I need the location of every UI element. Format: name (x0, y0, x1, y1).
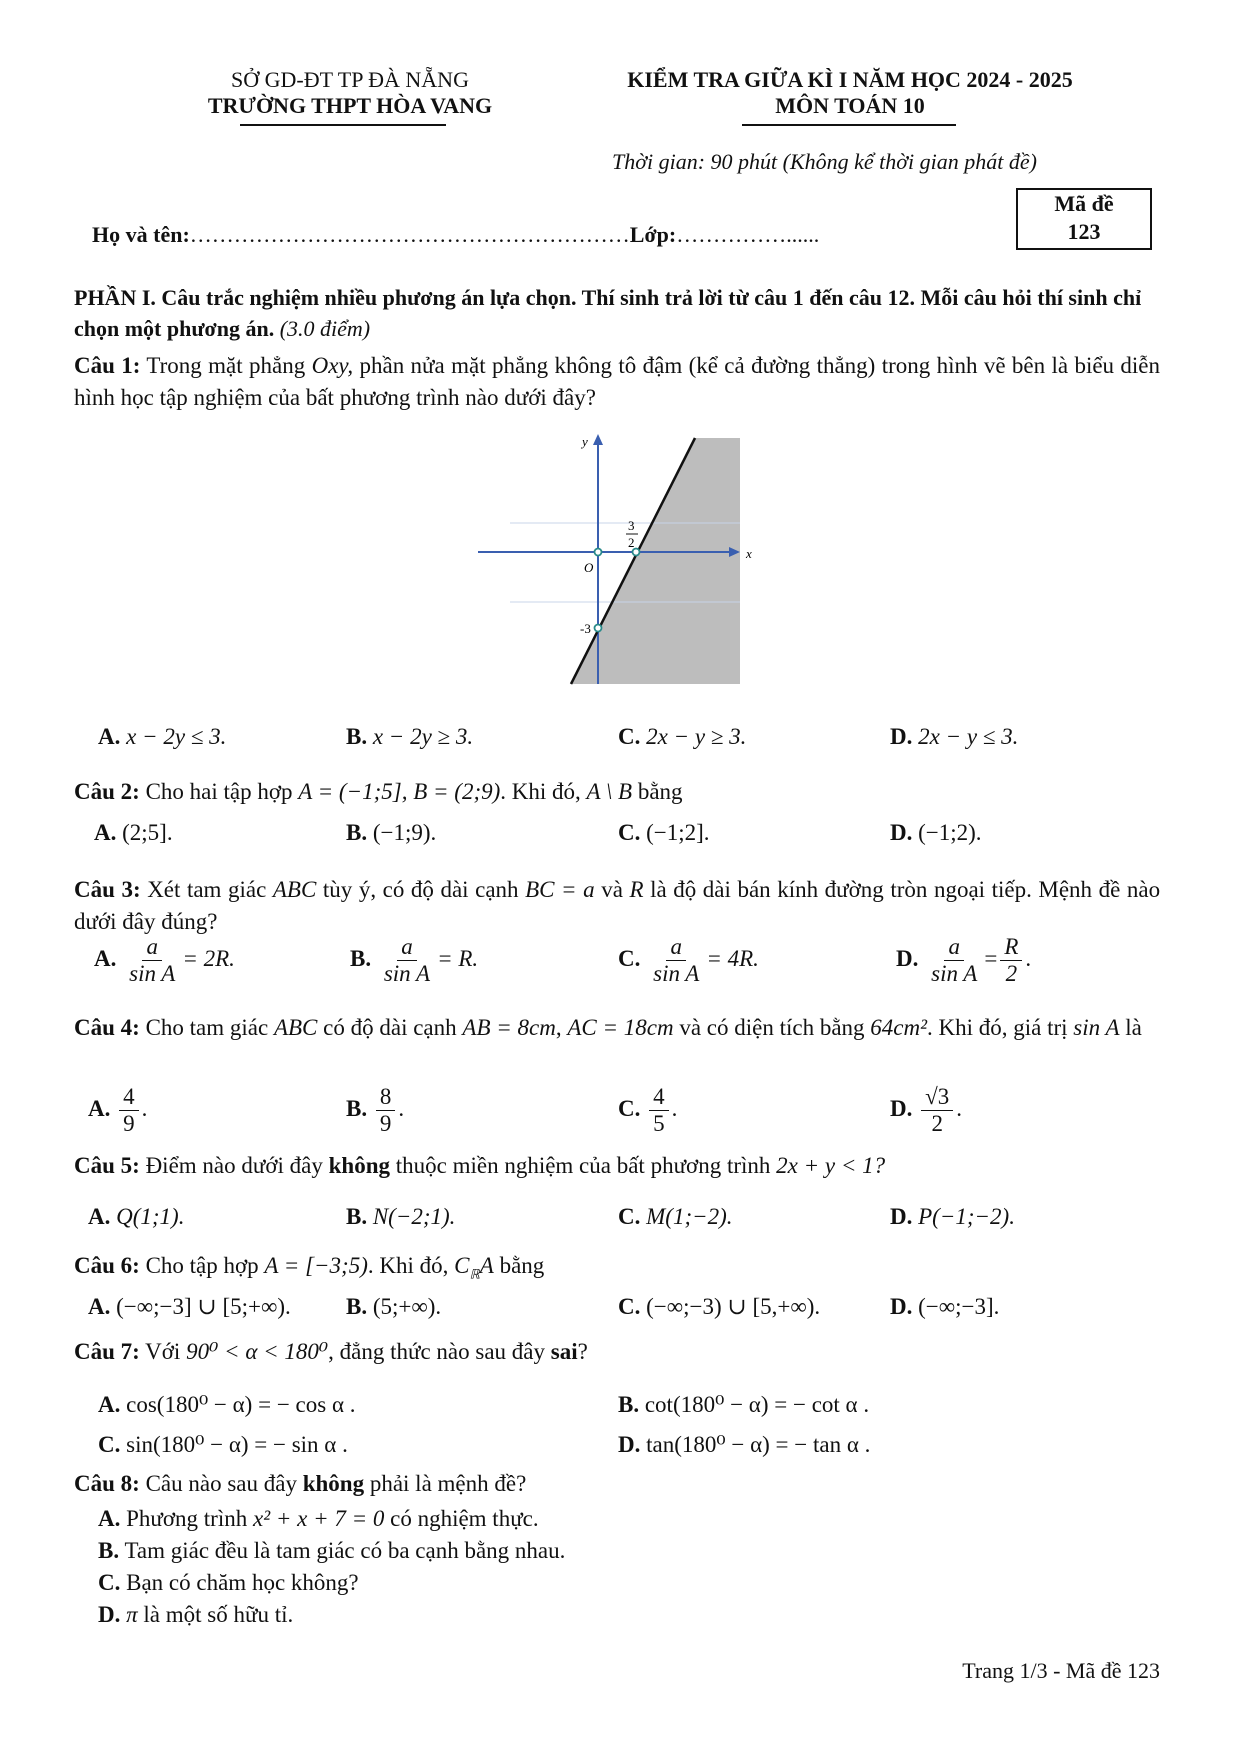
option-label: D. (890, 1204, 913, 1229)
q6-label: Câu 6: (74, 1253, 140, 1278)
y-intercept-label: -3 (580, 621, 591, 636)
q1-label: Câu 1: (74, 353, 141, 378)
q8-text-a: Câu nào sau đây (145, 1471, 297, 1496)
option-label: B. (346, 724, 368, 749)
option-label: A. (94, 820, 117, 845)
origin-point (595, 549, 602, 556)
q3-math-r: R (629, 877, 644, 902)
q6-complement-a: A (479, 1253, 494, 1278)
q7-option-c[interactable] (98, 1428, 348, 1462)
q3-option-b[interactable] (350, 934, 478, 987)
q5-text-a: Điểm nào dưới đây (145, 1153, 323, 1178)
option-label: C. (618, 820, 641, 845)
fraction-numerator: 4 (119, 1084, 139, 1111)
option-label: C. (98, 1570, 121, 1595)
q8-option-d-math: π (126, 1602, 138, 1627)
q3-d-fraction (927, 934, 981, 987)
q3-math-bc: BC = a (525, 877, 595, 902)
q2-option-b[interactable] (346, 816, 436, 850)
q6-complement (454, 1253, 494, 1282)
q3-text-b: tùy ý, có độ dài cạnh (322, 877, 519, 902)
option-label: D. (890, 820, 913, 845)
q4-math-s: 64cm² (870, 1015, 927, 1040)
q7-label: Câu 7: (74, 1339, 140, 1364)
exam-code-box (1016, 188, 1152, 250)
q5-text-b: thuộc miền nghiệm của bất phương trình (395, 1153, 771, 1178)
q4-b-dot: . (398, 1095, 405, 1121)
q2-option-a-text: (2;5]. (122, 820, 173, 845)
fraction-numerator: a (142, 934, 162, 961)
q3-label: Câu 3: (74, 877, 141, 902)
question-8 (74, 1468, 526, 1500)
q4-text-d: . Khi đó, giá trị (927, 1015, 1068, 1040)
x-axis-label: x (746, 546, 752, 561)
q1-option-b-text: x − 2y ≥ 3. (372, 724, 474, 749)
q3-option-d[interactable] (896, 934, 1031, 987)
q1-option-d-text: 2x − y ≤ 3. (918, 724, 1019, 749)
q8-bold: không (302, 1471, 365, 1496)
q4-c-dot: . (671, 1095, 678, 1121)
q7-option-d-text: tan(180⁰ − α) = − tan α . (646, 1432, 871, 1457)
q7-option-b-text: cot(180⁰ − α) = − cot α . (644, 1392, 870, 1417)
q7-text-a: Với (145, 1339, 181, 1364)
name-field[interactable]: …………………………………………………… (189, 222, 630, 247)
q5-option-b-text: N(−2;1). (372, 1204, 456, 1229)
q2-text-b: . Khi đó, (500, 779, 581, 804)
q6-option-a[interactable] (88, 1290, 291, 1324)
q8-option-a-text-b: có nghiệm thực. (390, 1506, 539, 1531)
q2-option-d[interactable] (890, 816, 982, 850)
q7-option-a[interactable] (98, 1388, 356, 1422)
option-label: C. (98, 1432, 121, 1457)
option-label: A. (98, 1506, 121, 1531)
exam-code-label: Mã đề (1054, 191, 1114, 216)
page-footer: Trang 1/3 - Mã đề 123 (962, 1658, 1160, 1683)
fraction-numerator: a (944, 934, 964, 961)
q1-text-a: Trong mặt phẳng (146, 353, 306, 378)
option-label: D. (98, 1602, 121, 1627)
q4-a-fraction (119, 1084, 139, 1137)
q6-option-b-text: (5;+∞). (372, 1294, 442, 1319)
fraction-denominator: sin A (931, 961, 978, 986)
q1-option-c-text: 2x − y ≥ 3. (646, 724, 747, 749)
fraction-numerator: 4 (649, 1084, 669, 1111)
question-3 (74, 874, 1160, 938)
q3-d-dot: . (1025, 945, 1032, 971)
q3-d-eq: = (984, 945, 998, 971)
q6-option-d-text: (−∞;−3]. (918, 1294, 1000, 1319)
q7-option-c-text: sin(180⁰ − α) = − sin α . (126, 1432, 348, 1457)
q8-option-a[interactable] (98, 1502, 539, 1536)
q1-option-a[interactable] (98, 720, 226, 754)
q2-text-c: bằng (637, 779, 683, 804)
q3-d-rhs-fraction (1000, 934, 1022, 987)
tick-frac-num: 3 (628, 518, 635, 533)
q4-b-fraction (376, 1084, 396, 1137)
fraction-denominator: sin A (653, 961, 700, 986)
q1-text-b: phần nửa mặt phẳng không tô đậm (kể cả đường thẳng) trong hình vẽ bên là biểu diễn hình học tập nghiệm của bất phương trình nào dưới đây? (74, 353, 1161, 410)
q1-option-c[interactable] (618, 720, 746, 754)
q5-option-b[interactable] (346, 1200, 455, 1234)
q7-text-c: ? (577, 1339, 588, 1364)
option-label: C. (618, 945, 641, 971)
option-label: B. (98, 1538, 120, 1563)
q4-math-abc: ABC (273, 1015, 318, 1040)
option-label: B. (350, 945, 372, 971)
q7-text-b: , đẳng thức nào sau đây (328, 1339, 545, 1364)
q1-math-oxy: Oxy, (311, 353, 354, 378)
fraction-numerator: a (666, 934, 686, 961)
q3-text-c: và (601, 877, 623, 902)
q7-bold: sai (550, 1339, 578, 1364)
q6-text-b: . Khi đó, (367, 1253, 449, 1278)
q4-text-e: là (1125, 1015, 1142, 1040)
q2-math: A = (−1;5], B = (2;9) (298, 779, 501, 804)
q4-math-ab: AB = 8cm (462, 1015, 556, 1040)
q4-d-dot: . (956, 1095, 962, 1121)
q3-option-a-rhs: = 2R. (182, 945, 235, 971)
school-name: TRƯỜNG THPT HÒA VANG (207, 93, 493, 118)
option-label: A. (98, 1392, 121, 1417)
q6-option-b[interactable] (346, 1290, 441, 1324)
q7-math: 90⁰ < α < 180⁰ (186, 1339, 329, 1364)
q8-option-c-text: Bạn có chăm học không? (126, 1570, 359, 1595)
q4-option-c[interactable] (618, 1084, 677, 1137)
q6-text-a: Cho tập hợp (145, 1253, 259, 1278)
q5-option-d[interactable] (890, 1200, 1015, 1234)
question-4 (74, 1012, 1160, 1044)
fraction-denominator: sin A (383, 961, 431, 986)
fraction-denominator: 9 (123, 1111, 135, 1136)
fraction-denominator: 2 (1005, 961, 1018, 986)
q3-b-fraction (380, 934, 434, 987)
q8-label: Câu 8: (74, 1471, 140, 1496)
tick-frac-den: 2 (628, 535, 635, 550)
fraction-numerator: √3 (921, 1084, 953, 1111)
q4-option-d[interactable] (890, 1084, 962, 1137)
q2-option-a[interactable] (94, 816, 173, 850)
q4-text-c: và có diện tích bằng (679, 1015, 865, 1040)
option-label: B. (346, 820, 368, 845)
option-label: A. (94, 945, 117, 971)
q4-math-sin: sin A (1073, 1015, 1120, 1040)
option-label: B. (618, 1392, 640, 1417)
q4-d-fraction (921, 1084, 953, 1137)
question-2 (74, 776, 683, 808)
q8-option-b[interactable] (98, 1534, 565, 1568)
q5-option-c-text: M(1;−2). (646, 1204, 733, 1229)
q2-option-c-text: (−1;2]. (646, 820, 710, 845)
q4-comma: , (555, 1015, 562, 1040)
shaded-region (571, 438, 740, 684)
q4-text-b: có độ dài cạnh (323, 1015, 457, 1040)
q8-option-c[interactable] (98, 1566, 359, 1600)
q6-complement-sub: ℝ (469, 1266, 480, 1282)
q5-option-a-text: Q(1;1). (116, 1204, 185, 1229)
question-7 (74, 1336, 588, 1368)
question-6 (74, 1250, 544, 1291)
y-axis-arrow (593, 434, 603, 445)
q3-option-c[interactable] (618, 934, 759, 987)
student-info-line (92, 220, 819, 250)
q6-option-a-text: (−∞;−3] ∪ [5;+∞). (116, 1294, 291, 1319)
option-label: C. (618, 1294, 641, 1319)
subject-underline (742, 124, 956, 126)
fraction-denominator: 5 (653, 1111, 665, 1136)
option-label: A. (88, 1095, 111, 1121)
q5-math: 2x + y < 1? (776, 1153, 886, 1178)
q4-label: Câu 4: (74, 1015, 140, 1040)
fraction-denominator: sin A (129, 961, 176, 986)
q6-option-c-text: (−∞;−3) ∪ [5,+∞). (646, 1294, 821, 1319)
q2-option-c[interactable] (618, 816, 710, 850)
option-label: B. (346, 1294, 368, 1319)
fraction-denominator: 2 (931, 1111, 943, 1136)
q1-option-d[interactable] (890, 720, 1018, 754)
exam-time: Thời gian: 90 phút (Không kể thời gian phát đề) (612, 149, 1037, 174)
q4-a-dot: . (141, 1095, 148, 1121)
q8-option-a-math: x² + x + 7 = 0 (252, 1506, 385, 1531)
option-label: C. (618, 1095, 641, 1121)
option-label: A. (88, 1294, 111, 1319)
part1-title: PHẦN I. Câu trắc nghiệm nhiều phương án lựa chọn. Thí sinh trả lời từ câu 1 đến câu 12. Mỗi câu hỏi thí sinh chỉ chọn một phương án. (74, 285, 1142, 341)
option-label: D. (890, 1095, 913, 1121)
q8-option-d[interactable] (98, 1598, 293, 1632)
q8-option-d-text: là một số hữu tỉ. (143, 1602, 294, 1627)
option-label: D. (896, 945, 919, 971)
q3-text-a: Xét tam giác (147, 877, 267, 902)
option-label: C. (618, 724, 641, 749)
q3-option-c-rhs: = 4R. (706, 945, 759, 971)
option-label: B. (346, 1204, 368, 1229)
option-label: B. (346, 1095, 368, 1121)
part1-heading (74, 282, 1160, 344)
q3-option-a[interactable] (94, 934, 235, 987)
option-label: C. (618, 1204, 641, 1229)
q4-option-a[interactable] (88, 1084, 147, 1137)
q2-label: Câu 2: (74, 779, 140, 804)
fraction-denominator: 9 (379, 1111, 392, 1136)
class-field[interactable]: ……………...... (676, 222, 820, 247)
q2-text-a: Cho hai tập hợp (145, 779, 293, 804)
q6-math: A = [−3;5) (264, 1253, 368, 1278)
q3-option-b-rhs: = R. (437, 945, 479, 971)
q4-option-b[interactable] (346, 1084, 404, 1137)
q5-option-a[interactable] (88, 1200, 184, 1234)
exam-code-value: 123 (1067, 219, 1101, 244)
fraction-numerator: 8 (376, 1084, 396, 1111)
q6-complement-c: C (454, 1253, 470, 1278)
q5-option-d-text: P(−1;−2). (918, 1204, 1015, 1229)
fraction-numerator: a (397, 934, 417, 961)
q5-bold: không (328, 1153, 390, 1178)
class-label: Lớp: (629, 222, 677, 247)
q2-option-d-text: (−1;2). (918, 820, 982, 845)
option-label: A. (88, 1204, 111, 1229)
question-1 (74, 350, 1160, 414)
q3-c-fraction (649, 934, 703, 987)
option-label: D. (618, 1432, 641, 1457)
option-label: D. (890, 724, 913, 749)
q6-text-c: bằng (499, 1253, 545, 1278)
q6-option-d[interactable] (890, 1290, 999, 1324)
part1-points: (3.0 điểm) (279, 316, 371, 341)
q4-math-ac: AC = 18cm (567, 1015, 674, 1040)
q2-option-b-text: (−1;9). (372, 820, 437, 845)
option-label: A. (98, 724, 121, 749)
q8-option-a-text-a: Phương trình (126, 1506, 248, 1531)
name-label: Họ và tên: (92, 222, 190, 247)
q7-option-b[interactable] (618, 1388, 869, 1422)
q3-a-fraction (125, 934, 179, 987)
q1-graph (470, 430, 770, 690)
q4-c-fraction (649, 1084, 669, 1137)
q1-option-b[interactable] (346, 720, 473, 754)
q6-option-c[interactable] (618, 1290, 820, 1324)
q8-text-b: phải là mệnh đề? (369, 1471, 527, 1496)
y-axis-label: y (582, 434, 588, 449)
q8-option-b-text: Tam giác đều là tam giác có ba cạnh bằng nhau. (124, 1538, 566, 1563)
q5-option-c[interactable] (618, 1200, 733, 1234)
department-name: SỞ GD-ĐT TP ĐÀ NẴNG (231, 67, 469, 92)
school-underline (240, 124, 446, 126)
q2-math2: A \ B (586, 779, 633, 804)
q4-text-a: Cho tam giác (145, 1015, 269, 1040)
fraction-numerator: R (1000, 934, 1022, 961)
option-label: D. (890, 1294, 913, 1319)
q1-option-a-text: x − 2y ≤ 3. (126, 724, 227, 749)
q3-text-d: là độ dài bán kính đường tròn ngoại tiếp. Mệnh đề nào dưới đây đúng? (74, 877, 1161, 934)
exam-title: KIỂM TRA GIỮA KÌ I NĂM HỌC 2024 - 2025 (627, 67, 1073, 92)
question-5 (74, 1150, 885, 1182)
origin-label: O (584, 560, 594, 575)
y-intercept-point (595, 625, 602, 632)
q3-math-abc: ABC (272, 877, 317, 902)
q7-option-a-text: cos(180⁰ − α) = − cos α . (126, 1392, 356, 1417)
q7-option-d[interactable] (618, 1428, 870, 1462)
q5-label: Câu 5: (74, 1153, 140, 1178)
subject-title: MÔN TOÁN 10 (775, 93, 925, 118)
